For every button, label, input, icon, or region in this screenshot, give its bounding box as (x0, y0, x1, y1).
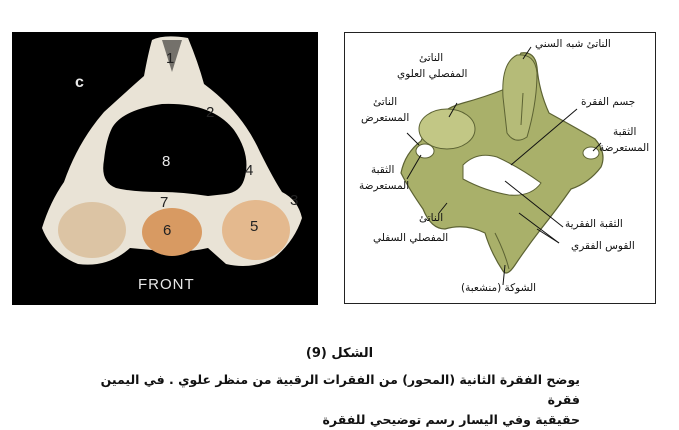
label-superior-articular-1: الناتئ (419, 52, 444, 64)
caption-line-2: حقيقية وفي اليسار رسم توضيحي للفقرة (322, 412, 580, 427)
label-dens: الناتئ شبه السني (535, 38, 611, 50)
photo-number-4: 4 (245, 162, 254, 179)
photo-number-6: 6 (163, 222, 172, 239)
label-transverse-process-1: الناتئ (373, 96, 398, 108)
photo-number-7: 7 (160, 194, 169, 211)
vertebra-photo (12, 32, 318, 305)
photo-number-1: 1 (166, 50, 175, 67)
photo-number-2: 2 (206, 104, 215, 121)
figure-title: الشكل (9) (305, 346, 374, 361)
label-transverse-foramen-left-1: الثقبة (371, 164, 395, 176)
photo-front-label: FRONT (138, 276, 195, 293)
label-transverse-process-2: المستعرض (361, 112, 410, 124)
photo-number-8: 8 (162, 153, 171, 170)
label-vertebral-arch: القوس الفقري (571, 240, 635, 252)
photo-number-5: 5 (250, 218, 259, 235)
label-superior-articular-2: المفصلي العلوي (397, 68, 468, 80)
vertebra-diagram (344, 32, 656, 304)
label-spinous-process: الشوكة (منشعبة) (461, 282, 537, 294)
figure-caption (100, 370, 580, 430)
label-transverse-foramen-left-2: المستعرضة (359, 180, 410, 192)
label-inferior-articular-2: المفصلي السفلي (373, 232, 449, 244)
photo-number-3: 3 (290, 192, 299, 209)
label-transverse-foramen-right-2: المستعرضة (599, 142, 650, 154)
caption-line-1: يوضح الفقرة الثانية (المحور) من الفقرات الرقبية من منظر علوي . في اليمين فقرة (100, 372, 580, 407)
label-body: جسم الفقرة (581, 96, 636, 108)
label-inferior-articular-1: الناتئ (419, 212, 444, 224)
label-transverse-foramen-right-1: الثقبة (613, 126, 637, 138)
label-vertebral-foramen: الثقبة الفقرية (565, 218, 623, 230)
photo-letter: c (75, 74, 84, 91)
